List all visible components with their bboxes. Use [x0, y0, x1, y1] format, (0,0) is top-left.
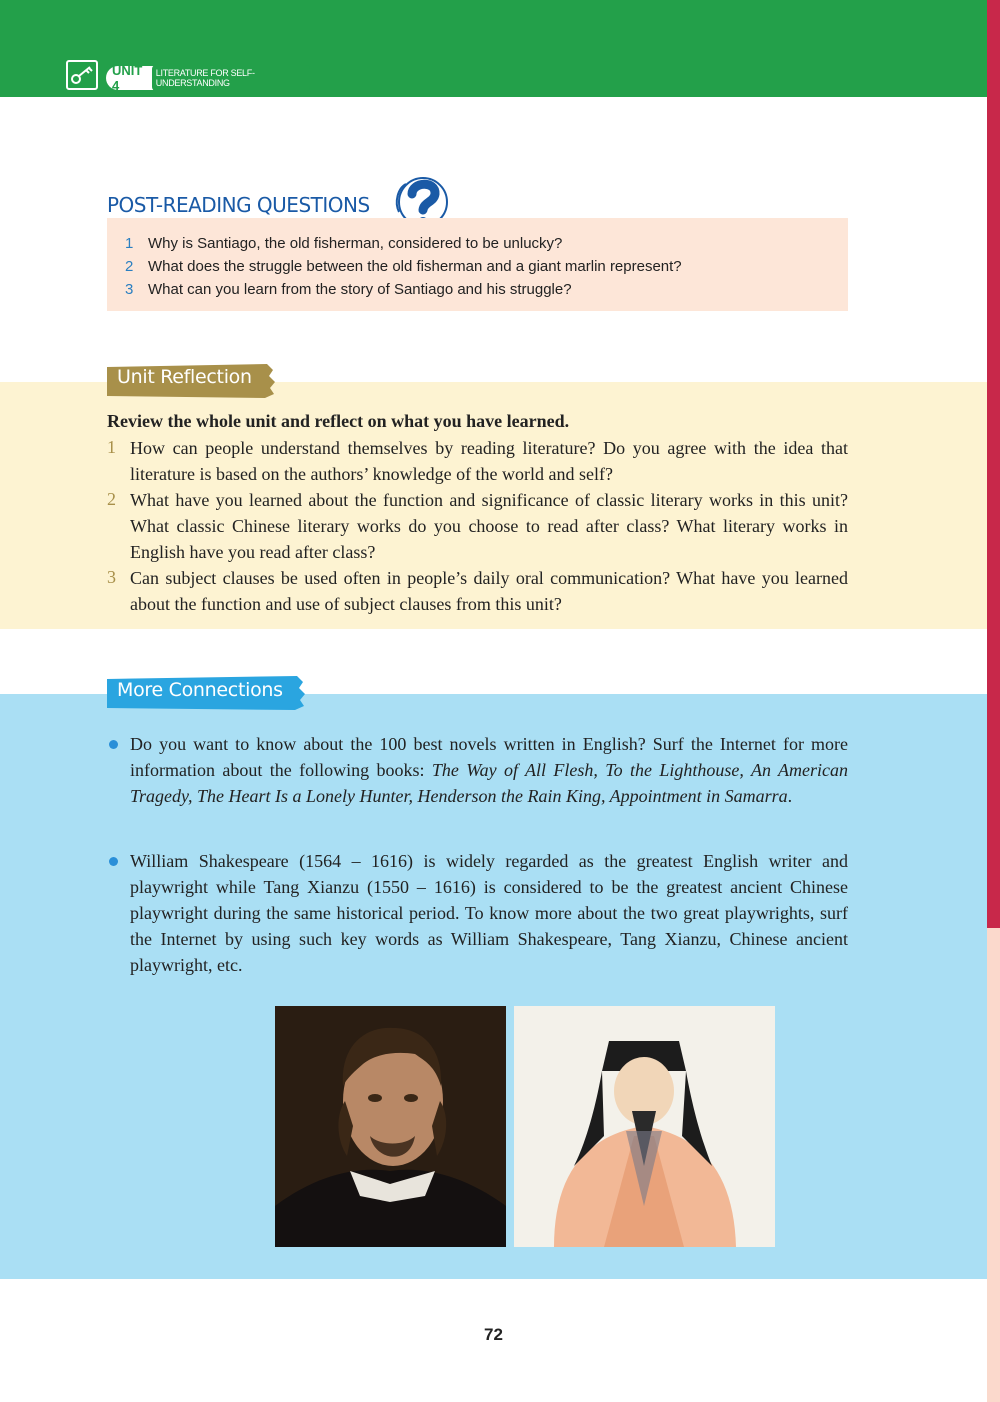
reflection-num: 2: [107, 489, 116, 509]
question-item: 1 Why is Santiago, the old fisherman, considered to be unlucky?: [125, 235, 563, 252]
question-item: 3 What can you learn from the story of Santiago and his struggle?: [125, 281, 572, 298]
shakespeare-portrait: [275, 1006, 506, 1247]
question-item: 2 What does the struggle between the old fisherman and a giant marlin represent?: [125, 258, 682, 275]
bullet-icon: [109, 857, 118, 866]
reflection-item: What have you learned about the function and significance of classic literary works in this unit? What classic Chinese literary works do you choose to read after class? What literary works in English have you read after class?: [130, 490, 848, 562]
bullet-icon: [109, 740, 118, 749]
reflection-item: Can subject clauses be used often in people’s daily oral communication? What have you learned about the function and use of subject clauses from this unit?: [130, 568, 848, 614]
page-number: 72: [484, 1325, 503, 1344]
unit-title: LITERATURE FOR SELF-UNDERSTANDING: [152, 65, 310, 91]
connections-paragraph: Do you want to know about the 100 best novels written in English? Surf the Internet for more information about the following books: The Way of All Flesh, To the Lighthouse, An American Tragedy, The Heart Is a Lonely Hunter, Henderson the Rain King, Appointment in Samarra.: [130, 734, 848, 806]
post-reading-questions-box: [107, 218, 848, 311]
unit-reflection-lead: Review the whole unit and reflect on what you have learned.: [107, 411, 570, 431]
post-reading-title: POST-READING QUESTIONS: [107, 193, 370, 217]
unit-label: UNIT 4: [112, 63, 143, 93]
reflection-num: 1: [107, 437, 116, 457]
more-connections-title: More Connections: [117, 679, 283, 701]
page-edge-tab: [987, 0, 1000, 928]
unit-badge: [106, 63, 310, 93]
reflection-item: How can people understand themselves by reading literature? Do you agree with the idea that literature is based on the authors’ knowledge of the world and self?: [130, 438, 848, 484]
reflection-num: 3: [107, 567, 116, 587]
tang-xianzu-portrait: [514, 1006, 775, 1247]
key-icon: [66, 60, 98, 90]
page-edge-strip: [987, 928, 1000, 1402]
unit-reflection-title: Unit Reflection: [117, 366, 252, 388]
connections-paragraph: William Shakespeare (1564 – 1616) is widely regarded as the greatest English writer and playwright while Tang Xianzu (1550 – 1616) is considered to be the greatest ancient Chinese playwright during the same historical period. To know more about the two great playwrights, surf the Internet by using such key words as William Shakespeare, Tang Xianzu, Chinese ancient playwright, etc.: [130, 851, 848, 975]
